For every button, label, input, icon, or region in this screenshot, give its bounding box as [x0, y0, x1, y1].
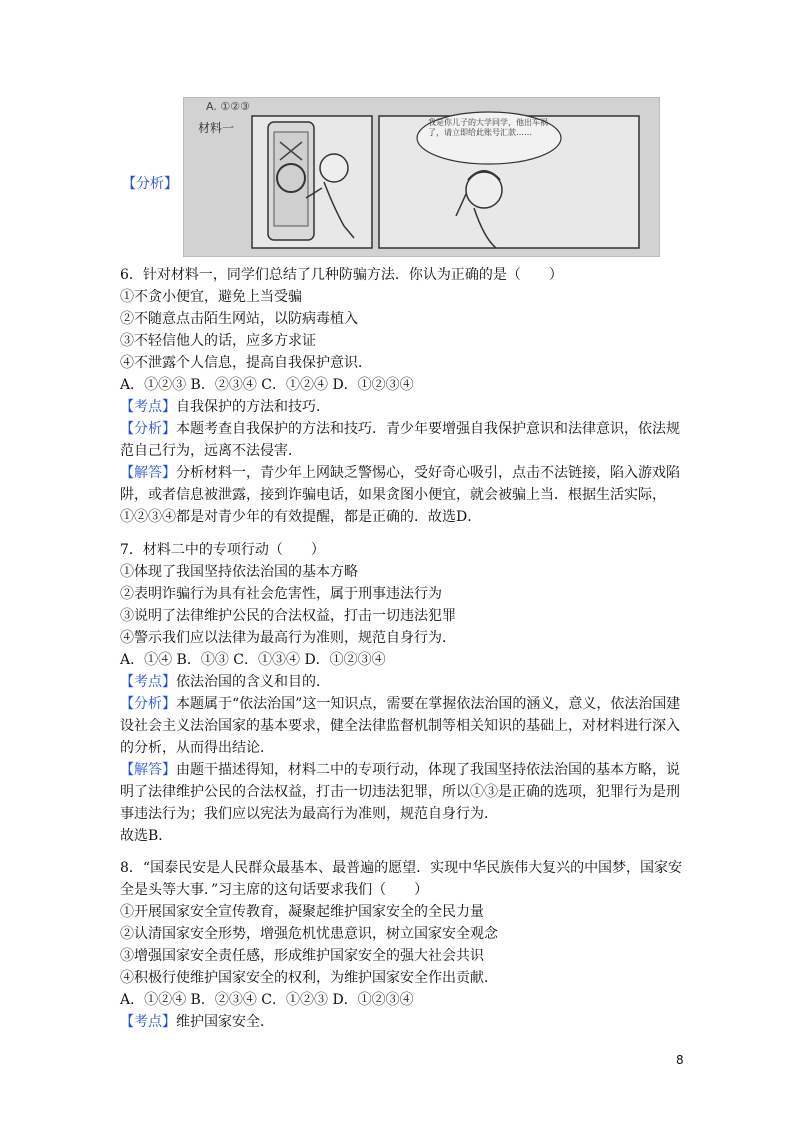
- q6-fenxi: [120, 418, 690, 462]
- kaodian-text: 自我保护的方法和技巧．: [176, 399, 330, 415]
- q7-option-4: ④警示我们应以法律为最高行为准则，规范自身行为．: [120, 630, 456, 646]
- kaodian-text: 依法治国的含义和目的．: [176, 674, 330, 690]
- q8-kaodian: [120, 1011, 274, 1033]
- speech-bubble-text: 我是你儿子的大学同学，他出车祸了，请立即给此账号汇款……: [428, 118, 548, 137]
- q7-kaodian: [120, 671, 330, 693]
- q8-option-3: ③增强国家安全责任感，形成维护国家安全的强大社会共识: [120, 948, 484, 964]
- cartoon-drawing: [184, 98, 659, 256]
- q7-option-3: ③说明了法律维护公民的合法权益，打击一切违法犯罪: [120, 608, 456, 624]
- q6-choices: A．①②③ B．②③④ C．①②④ D．①②③④: [120, 377, 414, 393]
- q6-option-4: ④不泄露个人信息，提高自我保护意识．: [120, 355, 372, 371]
- kaodian-tag: 【考点】: [120, 1014, 176, 1030]
- q8-choices: A．①②④ B．②③④ C．①②③ D．①②③④: [120, 992, 414, 1008]
- analysis-tag: 【分析】: [122, 176, 178, 192]
- q8-option-2: ②认清国家安全形势，增强危机忧患意识，树立国家安全观念: [120, 926, 498, 942]
- jieda-text: 分析材料一，青少年上网缺乏警惕心，受好奇心吸引，点击不法链接，陷入游戏陷阱，或者信息被泄露，接到诈骗电话，如果贪图小便宜，就会被骗上当．根据生活实际，①②③④都是对青少年的有效提醒，都是正确的．故选D．: [120, 465, 680, 525]
- image-material-label: 材料一: [198, 121, 235, 135]
- jieda-text: 由题干描述得知，材料二中的专项行动，体现了我国坚持依法治国的基本方略，说明了法律维护公民的合法权益，打击一切违法犯罪，所以①③是正确的选项，犯罪行为是刑事违法行为；我们应以宪法为最高行为准则，规范自身行为．: [120, 762, 680, 822]
- kaodian-text: 维护国家安全．: [176, 1014, 274, 1030]
- q6-option-1: ①不贪小便宜，避免上当受骗: [120, 289, 302, 305]
- q6-option-3: ③不轻信他人的话，应多方求证: [120, 333, 316, 349]
- q8-option-1: ①开展国家安全宣传教育，凝聚起维护国家安全的全民力量: [120, 904, 484, 920]
- image-row-label: A. ①②③: [206, 100, 250, 113]
- q7-stem: 7．材料二中的专项行动（ ）: [120, 542, 325, 558]
- q6-option-2: ②不随意点击陌生网站，以防病毒植入: [120, 311, 358, 327]
- jieda-tag: 【解答】: [120, 465, 176, 481]
- q6-kaodian: [120, 396, 330, 418]
- q6-jieda: [120, 462, 690, 528]
- q8-stem: 8．“国泰民安是人民群众最基本、最普遍的愿望．实现中华民族伟大复兴的中国梦，国家安全是头等大事．”习主席的这句话要求我们（ ）: [120, 860, 683, 898]
- q7-choices: A．①④ B．①③ C．①③④ D．①②③④: [120, 652, 386, 668]
- q7-conclusion: 故选B．: [120, 828, 173, 844]
- jieda-tag: 【解答】: [120, 762, 176, 778]
- kaodian-tag: 【考点】: [120, 674, 176, 690]
- q7-option-1: ①体现了我国坚持依法治国的基本方略: [120, 564, 358, 580]
- fenxi-text: 本题属于“依法治国”这一知识点，需要在掌握依法治国的涵义，意义，依法治国建设社会主义法治国家的基本要求，健全法律监督机制等相关知识的基础上，对材料进行深入的分析，从而得出结论．: [120, 696, 681, 756]
- cartoon-image: [183, 97, 660, 257]
- kaodian-tag: 【考点】: [120, 399, 176, 415]
- q8-option-4: ④积极行使维护国家安全的权利，为维护国家安全作出贡献．: [120, 970, 498, 986]
- fenxi-tag: 【分析】: [120, 421, 176, 437]
- q7-fenxi: [120, 693, 690, 759]
- page-number: 8: [676, 1053, 684, 1067]
- q7-jieda: [120, 759, 690, 825]
- fenxi-text: 本题考查自我保护的方法和技巧．青少年要增强自我保护意识和法律意识，依法规范自己行为，远离不法侵害．: [120, 421, 680, 459]
- fenxi-tag: 【分析】: [120, 696, 176, 712]
- q7-option-2: ②表明诈骗行为具有社会危害性，属于刑事违法行为: [120, 586, 442, 602]
- q6-stem: 6．针对材料一，同学们总结了几种防骗方法．你认为正确的是（ ）: [120, 267, 563, 283]
